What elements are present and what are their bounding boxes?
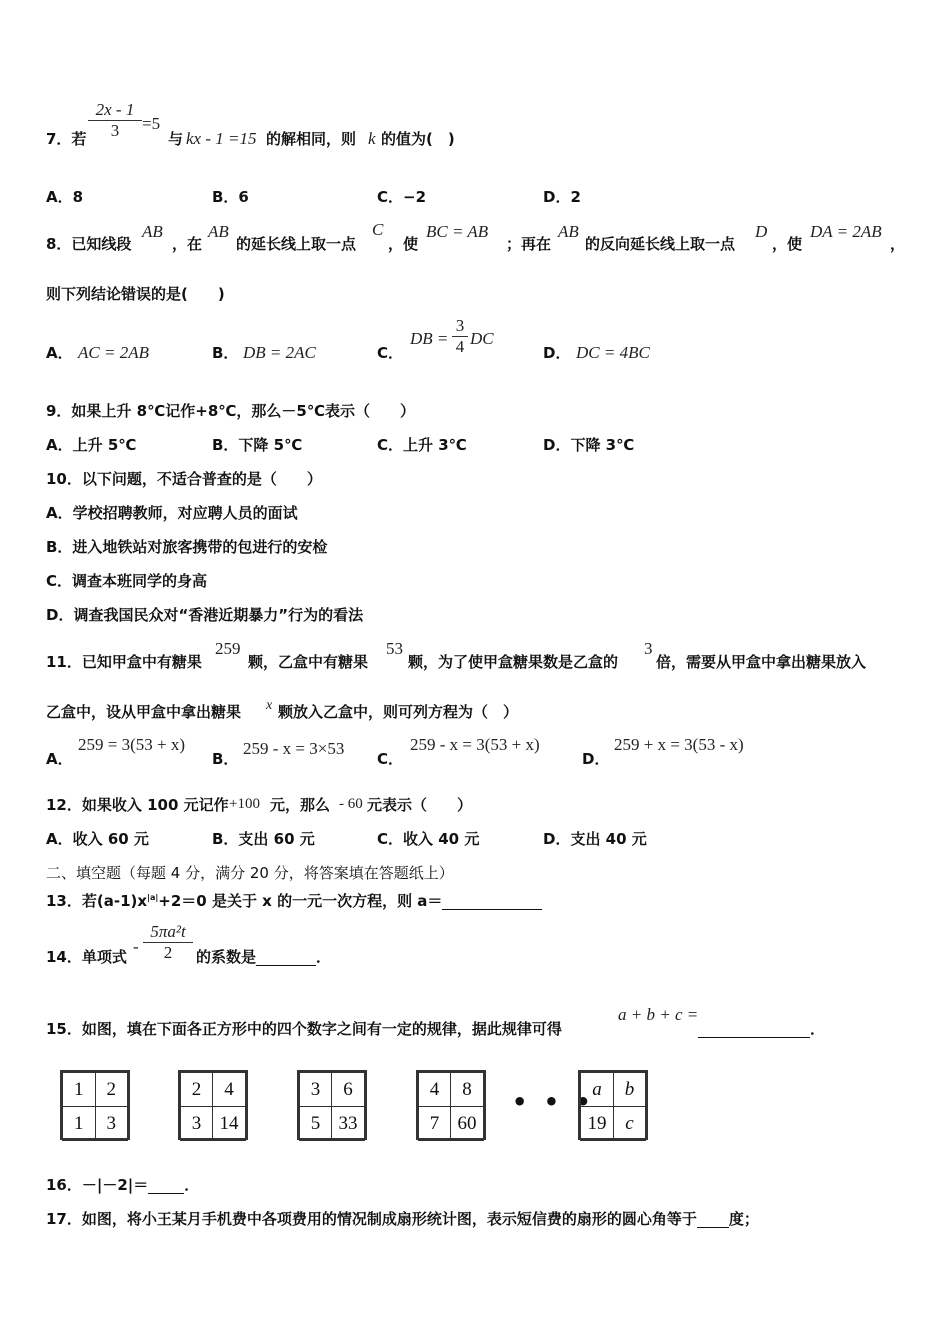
q8-text-8: ， — [890, 235, 906, 253]
q8-math-7: DA = 2AB — [810, 222, 882, 241]
q8-option-c-pre: DB = — [410, 329, 449, 348]
q8-math-6: D — [755, 222, 768, 241]
q10-option-a: A．学校招聘教师，对应聘人员的面试 — [46, 504, 298, 522]
q11-num-3: 3 — [644, 639, 653, 658]
q7-mid: 与 — [168, 130, 184, 148]
q14-frac-den: 2 — [163, 943, 173, 962]
q8-option-c-den: 4 — [455, 337, 465, 356]
q16-line — [46, 1176, 199, 1194]
q8-option-c-fraction — [452, 316, 468, 357]
q15-grid-3 — [297, 1070, 367, 1140]
q9-option-c: C．上升 3℃ — [377, 436, 467, 454]
q8-option-c-label: C． — [377, 344, 404, 362]
q8-option-d: DC = 4BC — [576, 343, 650, 362]
grid-cell: c — [613, 1107, 645, 1141]
grid-cell: 33 — [332, 1107, 365, 1141]
grid-cell: b — [613, 1073, 645, 1107]
q7-option-c: C．−2 — [377, 188, 427, 206]
grid-cell: 4 — [419, 1073, 451, 1107]
q15-answer-blank — [698, 1023, 810, 1038]
q16-answer-blank — [148, 1179, 184, 1194]
q13-text-1: 13．若(a-1)x — [46, 892, 148, 910]
q11-num-1: 259 — [215, 639, 241, 658]
q8-text-5: ；再在 — [506, 235, 552, 253]
q14-neg: - — [133, 937, 139, 956]
q10-option-b: B．进入地铁站对旅客携带的包进行的安检 — [46, 538, 328, 556]
grid-cell: 4 — [213, 1073, 246, 1107]
q8-option-d-label: D． — [543, 344, 571, 362]
q12-text-3: 元表示（ ） — [367, 796, 473, 814]
q12-option-a: A．收入 60 元 — [46, 830, 149, 848]
q10-option-c: C．调查本班同学的身高 — [46, 572, 208, 590]
q17-text-1: 17．如图，将小王某月手机费中各项费用的情况制成扇形统计图，表示短信费的扇形的圆心角等于 — [46, 1210, 697, 1228]
q8-text-7: ，使 — [772, 235, 803, 253]
q8-text-6: 的反向延长线上取一点 — [585, 235, 736, 253]
q9-option-d: D．下降 3℃ — [543, 436, 635, 454]
q8-text-2: ，在 — [172, 235, 203, 253]
q12-math-1: +100 — [229, 796, 260, 812]
q11-option-c: 259 - x = 3(53 + x) — [410, 735, 540, 754]
grid-cell: 8 — [451, 1073, 484, 1107]
q8-line-2: 则下列结论错误的是( ) — [46, 285, 225, 303]
q8-text-4: ，使 — [388, 235, 419, 253]
q11-text-1: 11．已知甲盒中有糖果 — [46, 653, 202, 671]
q7-frac-den: 3 — [110, 121, 120, 140]
q7-fraction — [88, 100, 142, 141]
q17-line — [46, 1210, 759, 1228]
q9-option-a: A．上升 5℃ — [46, 436, 137, 454]
q12-math-2: - 60 — [339, 796, 363, 812]
q12-text-2: 元，那么 — [270, 796, 331, 814]
q15-grid-5 — [578, 1070, 648, 1140]
grid-cell: 3 — [95, 1107, 128, 1141]
q7-option-b: B．6 — [212, 188, 249, 206]
q13-superscript: |a| — [147, 893, 159, 902]
q15-answer-line — [698, 1020, 825, 1038]
q11-option-c-label: C． — [377, 750, 404, 768]
q11-text-4: 倍，需要从甲盒中拿出糖果放入 — [656, 653, 867, 671]
q15-grid-2 — [178, 1070, 248, 1140]
q7-option-d: D．2 — [543, 188, 581, 206]
grid-cell: 14 — [213, 1107, 246, 1141]
q7-prefix: 7．若 — [46, 130, 87, 148]
grid-cell: 7 — [419, 1107, 451, 1141]
q14-text-1: 14．单项式 — [46, 948, 127, 966]
q8-option-a-label: A． — [46, 344, 73, 362]
q8-math-2: AB — [208, 222, 229, 241]
q11-option-b-label: B． — [212, 750, 239, 768]
q9-option-b: B．下降 5℃ — [212, 436, 303, 454]
q11-option-a-label: A． — [46, 750, 73, 768]
q7-tail1: 的解相同，则 — [266, 130, 357, 148]
q14-fraction — [143, 922, 193, 963]
q13-line — [46, 889, 542, 910]
q12-option-c: C．收入 40 元 — [377, 830, 480, 848]
q15-text-2: ． — [810, 1020, 826, 1038]
grid-cell: 2 — [95, 1073, 128, 1107]
q10-option-d: D．调查我国民众对“香港近期暴力”行为的看法 — [46, 606, 364, 624]
q8-option-c-post: DC — [470, 329, 494, 348]
q14-frac-num: 5πa²t — [150, 922, 186, 941]
section-2-heading: 二、填空题（每题 4 分，满分 20 分，将答案填在答题纸上） — [46, 864, 454, 882]
q17-text-2: 度； — [728, 1210, 759, 1228]
grid-cell: 1 — [63, 1073, 96, 1107]
q15-ellipsis: • • • — [512, 1088, 595, 1116]
q11-text-2: 颗，乙盒中有糖果 — [248, 653, 369, 671]
q14-text-3: ． — [316, 948, 332, 966]
q12-option-b: B．支出 60 元 — [212, 830, 315, 848]
q8-option-a: AC = 2AB — [78, 343, 149, 362]
q8-option-b-label: B． — [212, 344, 239, 362]
grid-cell: 19 — [581, 1107, 614, 1141]
q11-option-b: 259 - x = 3×53 — [243, 739, 345, 758]
q13-text-2: +2＝0 是关于 x 的一元一次方程，则 a＝ — [158, 892, 443, 910]
q11-line2-b: 颗放入乙盒中，则可列方程为（ ） — [278, 703, 519, 721]
q8-text-1: 8．已知线段 — [46, 235, 132, 253]
q14-answer-blank — [256, 951, 316, 966]
q14-text-2: 的系数是 — [196, 948, 257, 966]
q17-answer-blank — [697, 1213, 729, 1228]
grid-cell: 1 — [63, 1107, 96, 1141]
q8-math-5: AB — [558, 222, 579, 241]
q11-option-d: 259 + x = 3(53 - x) — [614, 735, 744, 754]
q7-option-a: A．8 — [46, 188, 84, 206]
q11-var-x: x — [266, 698, 273, 713]
q10-stem: 10．以下问题，不适合普查的是（ ） — [46, 470, 322, 488]
q9-stem: 9．如果上升 8℃记作+8℃，那么－5℃表示（ ） — [46, 402, 416, 420]
q11-option-d-label: D． — [582, 750, 610, 768]
grid-cell: 5 — [300, 1107, 332, 1141]
q7-var-k: k — [368, 129, 376, 148]
q8-math-3: C — [372, 220, 384, 239]
q15-expr: a + b + c = — [618, 1005, 699, 1024]
grid-cell: 60 — [451, 1107, 484, 1141]
q14-text-2-line — [196, 948, 331, 966]
q7-tail2: 的值为( ) — [381, 130, 455, 148]
q8-option-b: DB = 2AC — [243, 343, 316, 362]
q12-option-d: D．支出 40 元 — [543, 830, 647, 848]
q8-text-3: 的延长线上取一点 — [236, 235, 357, 253]
grid-cell: 3 — [300, 1073, 332, 1107]
q15-grid-4 — [416, 1070, 486, 1140]
q15-grid-1 — [60, 1070, 130, 1140]
q7-eq-rhs: =5 — [142, 114, 161, 133]
grid-cell: 3 — [181, 1107, 213, 1141]
grid-cell: 2 — [181, 1073, 213, 1107]
q16-text-1: 16．－|－2|＝ — [46, 1176, 149, 1194]
q8-math-1: AB — [142, 222, 163, 241]
grid-cell: 6 — [332, 1073, 365, 1107]
grid-cell: a — [581, 1073, 614, 1107]
q13-answer-blank — [442, 895, 542, 910]
q11-text-3: 颗，为了使甲盒糖果数是乙盒的 — [408, 653, 619, 671]
q11-line2-a: 乙盒中，设从甲盒中拿出糖果 — [46, 703, 242, 721]
q11-num-2: 53 — [386, 639, 403, 658]
q12-text-1: 12．如果收入 100 元记作 — [46, 796, 229, 814]
q15-text-1: 15．如图，填在下面各正方形中的四个数字之间有一定的规律，据此规律可得 — [46, 1020, 562, 1038]
q7-eq2: kx - 1 =15 — [186, 129, 257, 148]
q7-frac-num: 2x - 1 — [95, 100, 135, 119]
q8-math-4: BC = AB — [426, 222, 489, 241]
q8-option-c-num: 3 — [455, 316, 465, 335]
q11-option-a: 259 = 3(53 + x) — [78, 735, 185, 754]
q16-text-2: ． — [184, 1176, 200, 1194]
